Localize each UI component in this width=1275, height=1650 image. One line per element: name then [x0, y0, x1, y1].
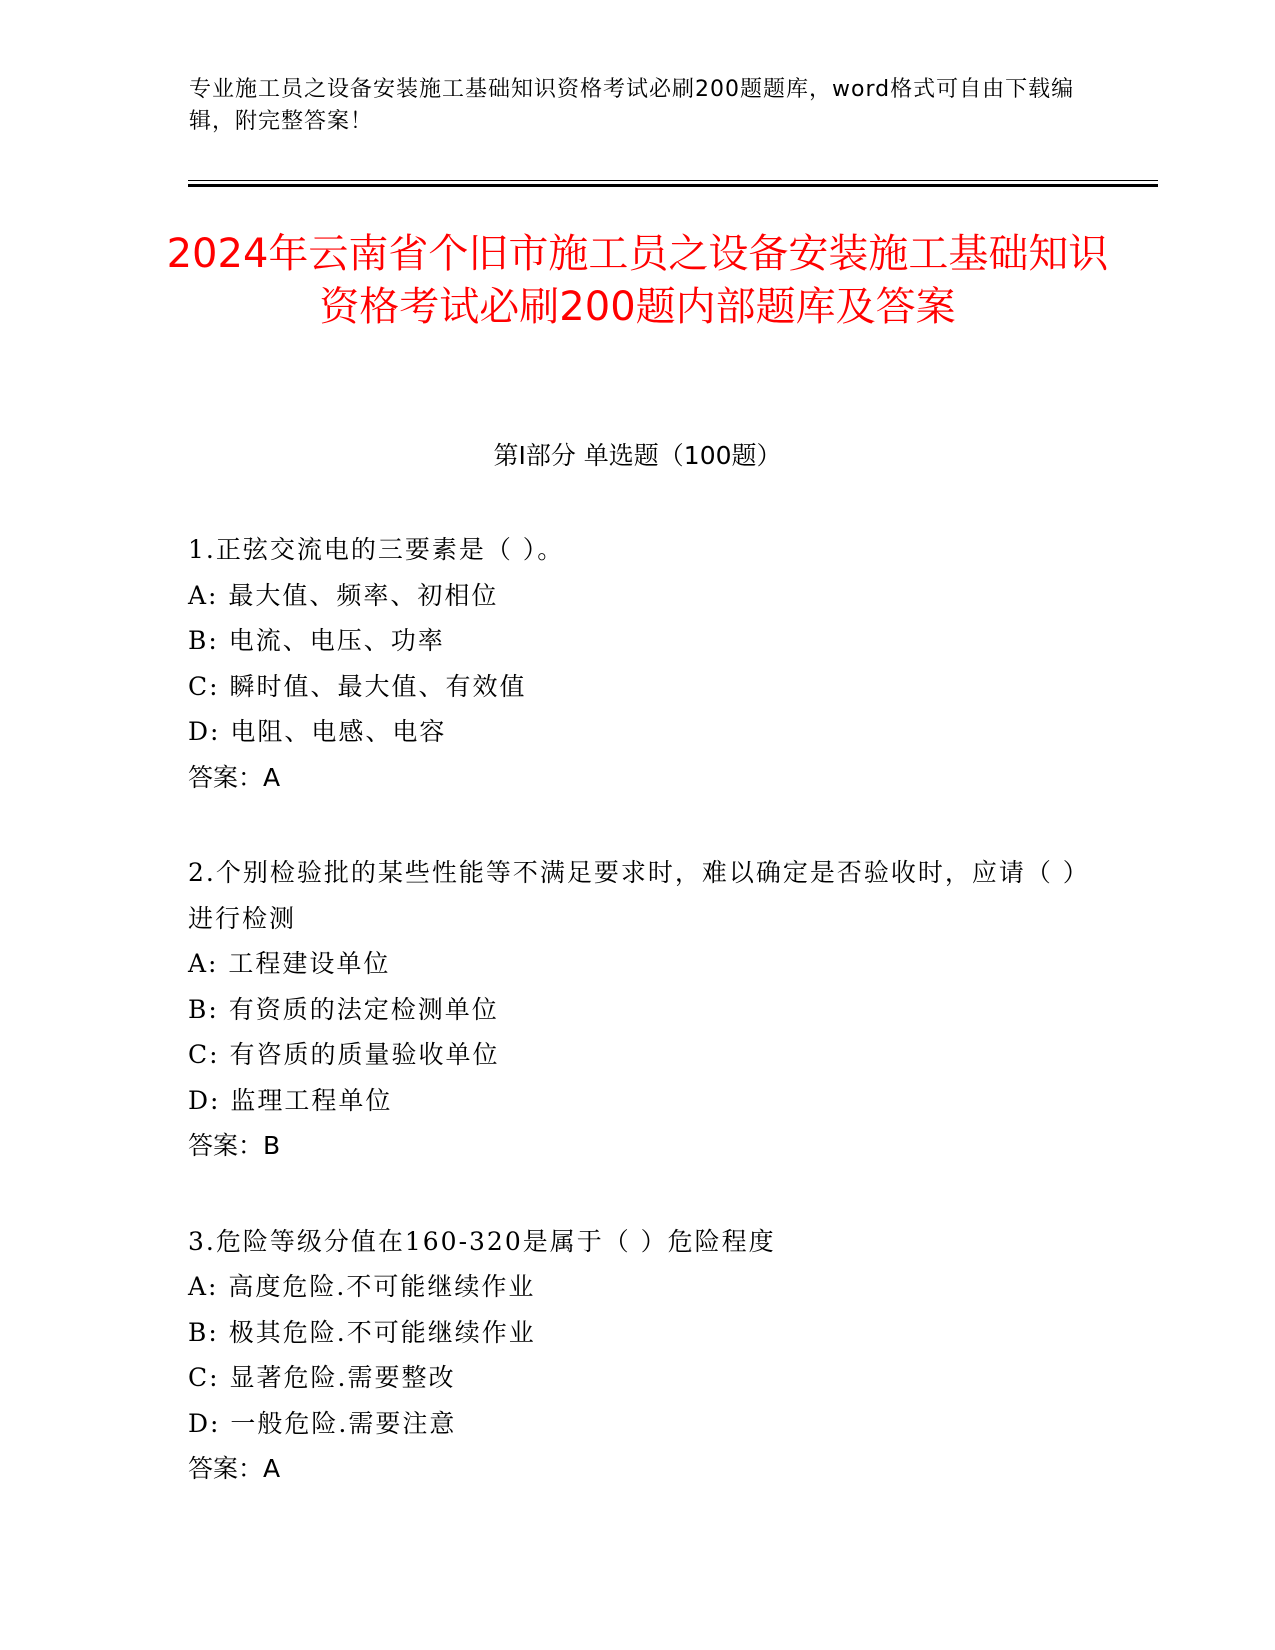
- option-d: D: 一般危险.需要注意: [188, 1408, 457, 1438]
- option-b: B: 极其危险.不可能继续作业: [188, 1317, 536, 1347]
- answer-line: 答案：A: [188, 762, 281, 792]
- question-stem: 3.危险等级分值在160-320是属于（ ）危险程度: [188, 1226, 776, 1256]
- document-title: 2024年云南省个旧市施工员之设备安装施工基础知识资格考试必刷200题内部题库及答案: [166, 231, 1109, 330]
- option-b: B: 有资质的法定检测单位: [188, 994, 499, 1024]
- question-stem: 2.个别检验批的某些性能等不满足要求时，难以确定是否验收时，应请（ ）进行检测: [188, 858, 1078, 933]
- option-c: C: 瞬时值、最大值、有效值: [188, 671, 527, 701]
- question-stem: 1.正弦交流电的三要素是（ ）。: [188, 535, 565, 564]
- question-1: [188, 527, 1088, 800]
- option-a: A: 高度危险.不可能继续作业: [188, 1272, 536, 1301]
- option-c: C: 显著危险.需要整改: [188, 1363, 456, 1392]
- option-a: A: 最大值、频率、初相位: [188, 580, 499, 610]
- header-divider-thick: [188, 184, 1158, 187]
- answer-line: 答案：A: [188, 1454, 281, 1483]
- question-3: [188, 1219, 1088, 1492]
- question-list: [188, 527, 1088, 1542]
- section-title: 第Ⅰ部分 单选题（100题）: [493, 441, 782, 470]
- option-d: D: 电阻、电感、电容: [188, 717, 447, 746]
- answer-line: 答案：B: [188, 1131, 281, 1160]
- option-d: D: 监理工程单位: [188, 1085, 393, 1115]
- option-c: C: 有咨质的质量验收单位: [188, 1040, 500, 1069]
- question-2: [188, 850, 1088, 1169]
- header-divider-thin: [188, 180, 1158, 181]
- option-a: A: 工程建设单位: [188, 949, 391, 978]
- header-note: 专业施工员之设备安装施工基础知识资格考试必刷200题题库，word格式可自由下载编辑，附完整答案！: [189, 77, 1075, 134]
- option-b: B: 电流、电压、功率: [188, 626, 445, 655]
